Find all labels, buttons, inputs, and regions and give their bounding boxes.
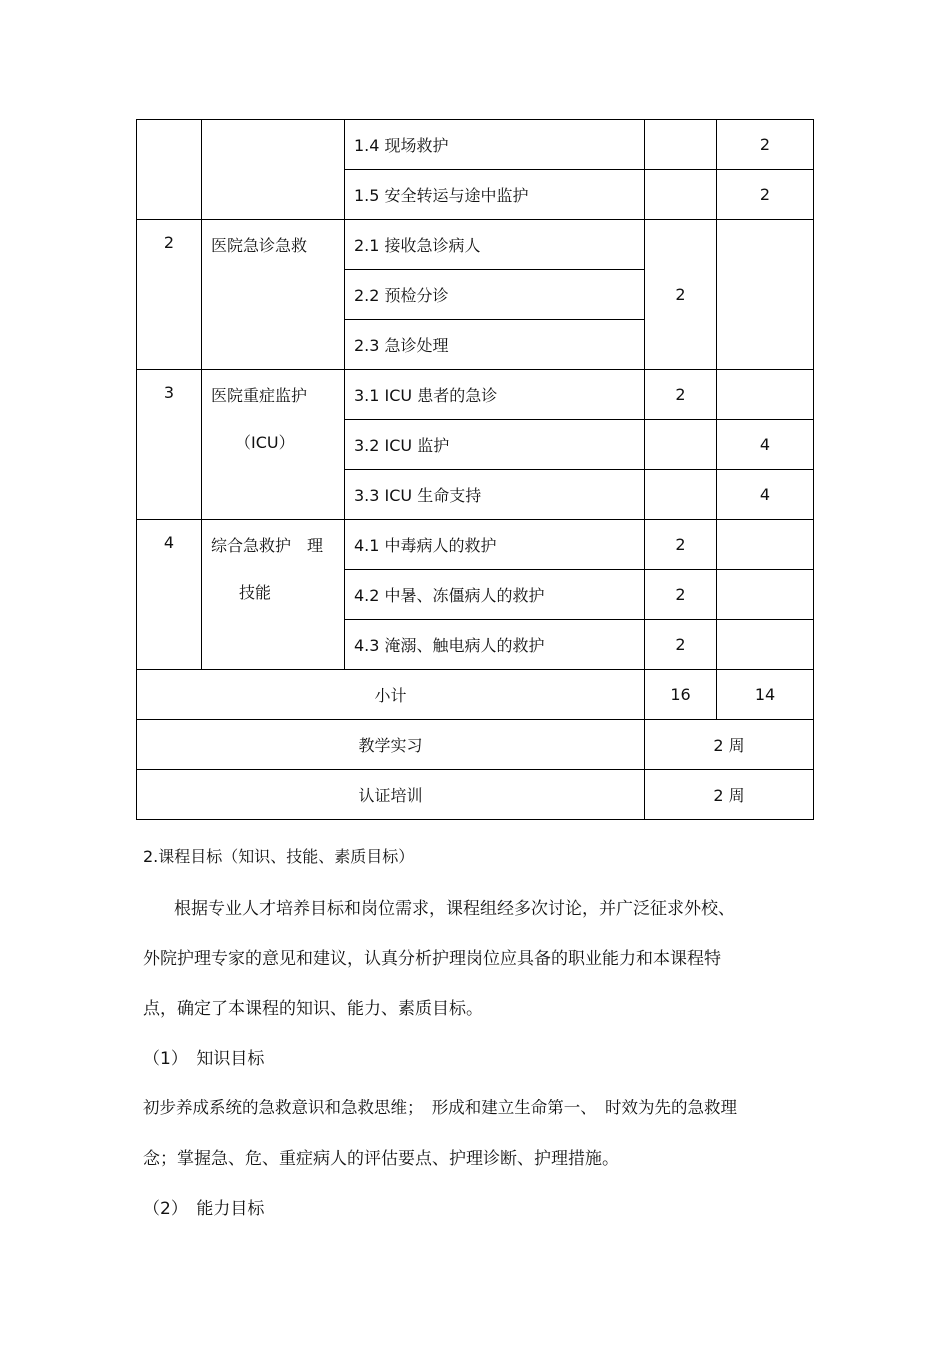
section-heading: 2.课程目标（知识、技能、素质目标） xyxy=(143,847,415,866)
theory-hours-cell xyxy=(645,120,717,170)
subheading-knowledge: （1） 知识目标 xyxy=(143,1049,265,1069)
module-number-cell: 2 xyxy=(137,220,202,370)
paragraph-line: 初步养成系统的急救意识和急救思维； 形成和建立生命第一、 时效为先的急救理 xyxy=(143,1098,737,1117)
topic-cell: 1.4 现场救护 xyxy=(345,120,645,170)
practice-hours-cell xyxy=(717,520,814,570)
table-row xyxy=(137,370,814,420)
topic-cell: 3.1 ICU 患者的急诊 xyxy=(345,370,645,420)
theory-hours-cell: 2 xyxy=(645,220,717,370)
internship-row xyxy=(137,720,814,770)
theory-hours-cell: 2 xyxy=(645,620,717,670)
module-name-cell xyxy=(202,120,345,220)
topic-cell: 3.3 ICU 生命支持 xyxy=(345,470,645,520)
practice-hours-cell xyxy=(717,220,814,370)
practice-hours-cell xyxy=(717,620,814,670)
theory-hours-cell: 2 xyxy=(645,520,717,570)
internship-value: 2 周 xyxy=(645,720,814,770)
module-name-cell xyxy=(202,370,345,520)
module-name: 医院重症监护 xyxy=(211,386,308,405)
practice-hours-cell xyxy=(717,570,814,620)
subtotal-label: 小计 xyxy=(137,670,645,720)
module-number-cell xyxy=(137,120,202,220)
theory-hours-cell xyxy=(645,170,717,220)
module-name-cell: 医院急诊急救 xyxy=(202,220,345,370)
table-row xyxy=(137,220,814,270)
subtotal-practice: 14 xyxy=(717,670,814,720)
practice-hours-cell: 2 xyxy=(717,120,814,170)
internship-label: 教学实习 xyxy=(137,720,645,770)
table-row xyxy=(137,120,814,170)
theory-hours-cell xyxy=(645,420,717,470)
certification-value: 2 周 xyxy=(645,770,814,820)
table-row xyxy=(137,520,814,570)
practice-hours-cell: 2 xyxy=(717,170,814,220)
theory-hours-cell xyxy=(645,470,717,520)
module-name-cell xyxy=(202,520,345,670)
module-name-sub: （ICU） xyxy=(235,433,295,452)
module-name: 综合急救护 理 xyxy=(211,536,324,555)
theory-hours-cell: 2 xyxy=(645,370,717,420)
module-number-cell: 4 xyxy=(137,520,202,670)
topic-cell: 2.1 接收急诊病人 xyxy=(345,220,645,270)
theory-hours-cell: 2 xyxy=(645,570,717,620)
topic-cell: 4.2 中暑、冻僵病人的救护 xyxy=(345,570,645,620)
topic-cell: 1.5 安全转运与途中监护 xyxy=(345,170,645,220)
topic-cell: 2.2 预检分诊 xyxy=(345,270,645,320)
paragraph-line: 外院护理专家的意见和建议，认真分析护理岗位应具备的职业能力和本课程特 xyxy=(143,949,721,969)
module-number-cell: 3 xyxy=(137,370,202,520)
practice-hours-cell: 4 xyxy=(717,420,814,470)
certification-row xyxy=(137,770,814,820)
topic-cell: 4.1 中毒病人的救护 xyxy=(345,520,645,570)
paragraph-line: 念；掌握急、危、重症病人的评估要点、护理诊断、护理措施。 xyxy=(143,1149,619,1169)
module-name-sub: 技能 xyxy=(239,583,272,602)
subtotal-theory: 16 xyxy=(645,670,717,720)
subheading-ability: （2） 能力目标 xyxy=(143,1199,265,1219)
practice-hours-cell xyxy=(717,370,814,420)
topic-cell: 4.3 淹溺、触电病人的救护 xyxy=(345,620,645,670)
subtotal-row xyxy=(137,670,814,720)
certification-label: 认证培训 xyxy=(137,770,645,820)
paragraph-line: 点，确定了本课程的知识、能力、素质目标。 xyxy=(143,999,483,1019)
course-hours-table xyxy=(136,119,814,820)
topic-cell: 3.2 ICU 监护 xyxy=(345,420,645,470)
paragraph-line: 根据专业人才培养目标和岗位需求，课程组经多次讨论，并广泛征求外校、 xyxy=(174,899,735,919)
topic-cell: 2.3 急诊处理 xyxy=(345,320,645,370)
practice-hours-cell: 4 xyxy=(717,470,814,520)
